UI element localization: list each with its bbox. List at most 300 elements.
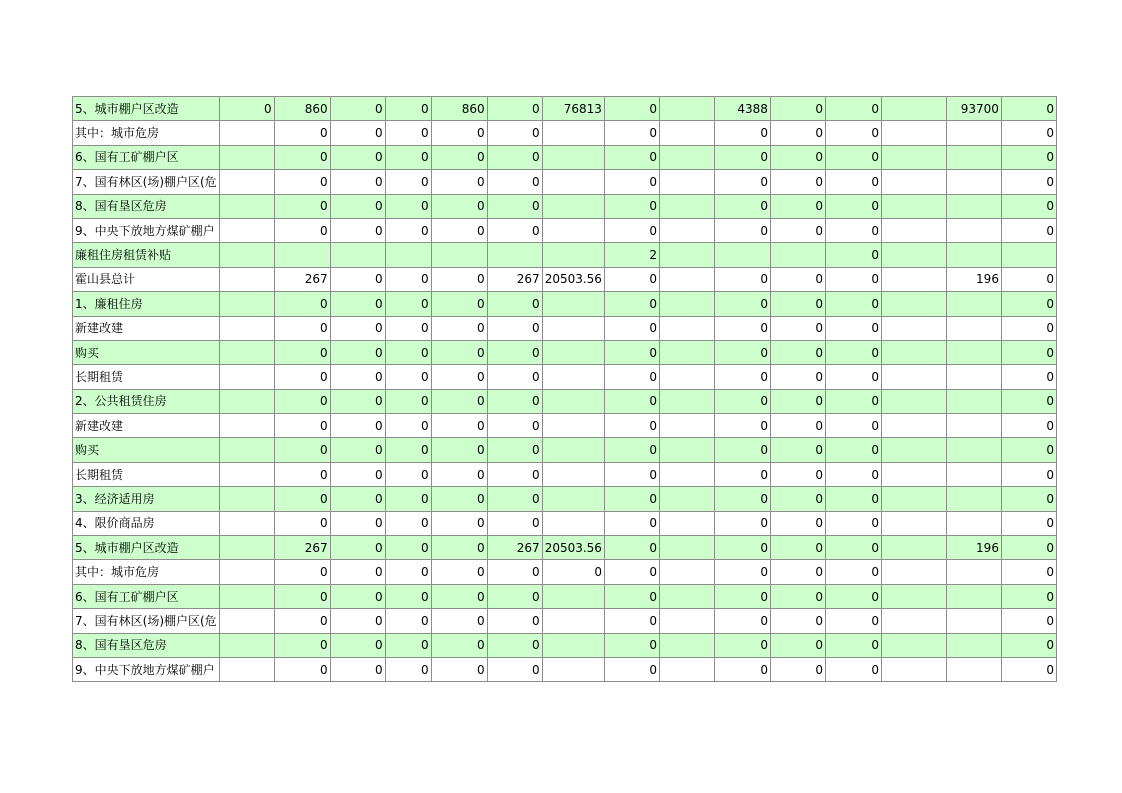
table-cell: 0 — [770, 194, 825, 218]
table-cell: 0 — [330, 536, 385, 560]
row-label: 其中：城市危房 — [73, 560, 220, 584]
table-row — [73, 170, 1057, 194]
table-row — [73, 194, 1057, 218]
table-cell — [881, 511, 946, 535]
table-cell — [659, 560, 714, 584]
table-row — [73, 145, 1057, 169]
table-cell: 0 — [385, 316, 431, 340]
table-cell: 0 — [487, 194, 542, 218]
table-cell: 0 — [487, 657, 542, 681]
row-label: 5、城市棚户区改造 — [73, 97, 220, 121]
table-cell: 0 — [1001, 584, 1056, 608]
table-cell — [219, 194, 274, 218]
table-cell: 0 — [274, 438, 330, 462]
table-cell: 0 — [330, 657, 385, 681]
table-cell: 0 — [330, 511, 385, 535]
table-cell: 0 — [274, 145, 330, 169]
table-cell: 0 — [385, 536, 431, 560]
table-cell — [542, 438, 604, 462]
table-cell: 0 — [385, 97, 431, 121]
table-cell — [659, 633, 714, 657]
table-cell: 0 — [714, 170, 770, 194]
table-cell: 0 — [770, 511, 825, 535]
row-label: 3、经济适用房 — [73, 487, 220, 511]
table-cell: 0 — [770, 487, 825, 511]
table-cell: 0 — [330, 145, 385, 169]
table-row — [73, 316, 1057, 340]
table-cell: 0 — [385, 145, 431, 169]
table-cell: 0 — [274, 414, 330, 438]
table-cell — [946, 243, 1001, 267]
table-cell — [946, 560, 1001, 584]
table-cell: 0 — [385, 267, 431, 291]
table-cell: 0 — [431, 267, 487, 291]
table-cell: 0 — [274, 609, 330, 633]
table-cell: 0 — [604, 560, 659, 584]
table-cell: 0 — [825, 243, 881, 267]
table-cell: 0 — [714, 609, 770, 633]
table-cell: 0 — [385, 218, 431, 242]
table-cell: 0 — [385, 170, 431, 194]
table-cell: 0 — [1001, 340, 1056, 364]
table-cell: 0 — [487, 633, 542, 657]
row-label: 长期租赁 — [73, 365, 220, 389]
table-cell: 0 — [604, 267, 659, 291]
table-cell — [219, 170, 274, 194]
table-cell: 0 — [431, 292, 487, 316]
table-cell — [659, 97, 714, 121]
table-cell — [542, 194, 604, 218]
table-cell — [542, 316, 604, 340]
table-cell: 0 — [714, 292, 770, 316]
table-cell: 0 — [219, 97, 274, 121]
table-row — [73, 609, 1057, 633]
table-cell: 0 — [604, 609, 659, 633]
table-cell: 93700 — [946, 97, 1001, 121]
table-cell: 0 — [770, 267, 825, 291]
row-label: 7、国有林区(场)棚户区(危 — [73, 170, 220, 194]
table-cell: 0 — [604, 414, 659, 438]
table-cell — [659, 292, 714, 316]
table-cell: 0 — [770, 414, 825, 438]
table-cell: 0 — [714, 218, 770, 242]
table-cell — [219, 438, 274, 462]
table-cell: 0 — [825, 609, 881, 633]
table-cell: 0 — [714, 511, 770, 535]
table-cell: 0 — [487, 145, 542, 169]
table-cell — [881, 633, 946, 657]
table-cell: 0 — [385, 121, 431, 145]
table-cell: 0 — [770, 292, 825, 316]
table-cell — [946, 633, 1001, 657]
table-cell — [542, 657, 604, 681]
table-cell — [219, 609, 274, 633]
table-cell — [330, 243, 385, 267]
table-cell — [946, 657, 1001, 681]
table-cell: 0 — [1001, 389, 1056, 413]
table-cell: 0 — [770, 316, 825, 340]
table-cell: 0 — [825, 657, 881, 681]
table-cell — [714, 243, 770, 267]
table-cell: 0 — [604, 389, 659, 413]
table-cell — [659, 584, 714, 608]
table-cell — [542, 462, 604, 486]
table-cell: 0 — [770, 462, 825, 486]
table-row — [73, 121, 1057, 145]
table-cell: 0 — [431, 609, 487, 633]
table-cell: 0 — [770, 121, 825, 145]
table-cell: 0 — [825, 462, 881, 486]
table-cell: 0 — [274, 633, 330, 657]
table-cell — [946, 511, 1001, 535]
table-cell: 0 — [825, 121, 881, 145]
table-cell — [881, 97, 946, 121]
table-cell: 0 — [385, 389, 431, 413]
table-cell — [881, 536, 946, 560]
table-cell — [219, 487, 274, 511]
table-cell — [219, 536, 274, 560]
table-cell: 0 — [1001, 536, 1056, 560]
table-cell — [946, 365, 1001, 389]
table-cell: 0 — [330, 389, 385, 413]
table-row — [73, 243, 1057, 267]
table-cell — [946, 340, 1001, 364]
table-cell: 0 — [604, 657, 659, 681]
table-cell — [659, 121, 714, 145]
table-cell — [881, 365, 946, 389]
table-cell — [219, 511, 274, 535]
table-cell: 0 — [274, 657, 330, 681]
table-cell — [881, 389, 946, 413]
table-cell — [219, 267, 274, 291]
table-cell — [219, 243, 274, 267]
table-cell: 0 — [487, 218, 542, 242]
table-cell: 0 — [825, 194, 881, 218]
table-cell: 0 — [770, 657, 825, 681]
table-cell: 0 — [825, 414, 881, 438]
row-label: 廉租住房租赁补贴 — [73, 243, 220, 267]
table-cell: 0 — [604, 365, 659, 389]
table-cell: 0 — [487, 121, 542, 145]
table-cell: 0 — [825, 340, 881, 364]
table-row — [73, 462, 1057, 486]
table-cell: 0 — [431, 218, 487, 242]
row-label: 长期租赁 — [73, 462, 220, 486]
table-cell: 0 — [330, 609, 385, 633]
table-cell: 0 — [274, 511, 330, 535]
table-cell — [1001, 243, 1056, 267]
table-cell: 0 — [487, 487, 542, 511]
table-cell — [946, 487, 1001, 511]
table-cell: 0 — [487, 584, 542, 608]
table-cell — [881, 170, 946, 194]
table-cell: 267 — [487, 536, 542, 560]
table-cell — [542, 584, 604, 608]
table-cell — [946, 121, 1001, 145]
table-cell: 0 — [714, 316, 770, 340]
table-cell: 0 — [431, 438, 487, 462]
row-label: 5、城市棚户区改造 — [73, 536, 220, 560]
table-cell — [946, 462, 1001, 486]
table-cell — [542, 121, 604, 145]
table-cell — [219, 657, 274, 681]
table-cell — [659, 145, 714, 169]
table-cell: 0 — [431, 584, 487, 608]
table-cell: 0 — [385, 657, 431, 681]
table-cell — [542, 340, 604, 364]
row-label: 购买 — [73, 340, 220, 364]
table-row — [73, 218, 1057, 242]
table-cell: 0 — [431, 365, 487, 389]
table-cell: 0 — [487, 438, 542, 462]
table-cell: 0 — [604, 511, 659, 535]
table-cell: 0 — [330, 633, 385, 657]
table-cell: 0 — [604, 194, 659, 218]
table-cell — [659, 414, 714, 438]
table-cell: 0 — [714, 340, 770, 364]
table-row — [73, 365, 1057, 389]
table-cell: 0 — [487, 609, 542, 633]
table-cell: 0 — [604, 97, 659, 121]
table-cell — [659, 511, 714, 535]
table-cell: 0 — [825, 267, 881, 291]
table-cell: 0 — [1001, 97, 1056, 121]
table-cell: 0 — [330, 438, 385, 462]
table-cell — [219, 340, 274, 364]
table-row — [73, 97, 1057, 121]
table-cell: 0 — [1001, 365, 1056, 389]
table-cell: 0 — [770, 145, 825, 169]
table-cell: 0 — [604, 536, 659, 560]
table-cell — [542, 218, 604, 242]
table-cell — [659, 487, 714, 511]
table-cell: 0 — [770, 389, 825, 413]
table-cell — [219, 462, 274, 486]
table-cell: 0 — [604, 462, 659, 486]
table-cell: 860 — [274, 97, 330, 121]
table-cell — [487, 243, 542, 267]
table-cell: 0 — [770, 438, 825, 462]
table-cell — [542, 487, 604, 511]
table-cell — [881, 121, 946, 145]
table-cell: 0 — [274, 365, 330, 389]
table-cell — [659, 267, 714, 291]
table-cell: 0 — [274, 389, 330, 413]
table-cell — [542, 609, 604, 633]
table-cell — [946, 218, 1001, 242]
table-cell — [542, 292, 604, 316]
table-cell: 0 — [274, 316, 330, 340]
table-cell: 267 — [274, 536, 330, 560]
table-cell — [881, 438, 946, 462]
table-cell: 0 — [604, 121, 659, 145]
table-cell: 0 — [604, 584, 659, 608]
table-cell: 0 — [825, 536, 881, 560]
table-cell: 196 — [946, 536, 1001, 560]
table-cell: 0 — [385, 560, 431, 584]
table-cell: 0 — [487, 292, 542, 316]
table-cell: 0 — [825, 97, 881, 121]
table-row — [73, 292, 1057, 316]
table-cell — [659, 657, 714, 681]
table-cell: 0 — [274, 218, 330, 242]
table-cell — [659, 462, 714, 486]
table-cell — [946, 316, 1001, 340]
table-cell: 0 — [825, 584, 881, 608]
table-cell: 0 — [431, 536, 487, 560]
table-cell: 0 — [714, 657, 770, 681]
table-cell: 0 — [431, 633, 487, 657]
table-cell: 0 — [714, 536, 770, 560]
table-cell: 0 — [1001, 560, 1056, 584]
table-cell: 0 — [1001, 633, 1056, 657]
table-cell: 0 — [431, 487, 487, 511]
table-cell — [881, 414, 946, 438]
table-cell — [881, 584, 946, 608]
table-cell: 0 — [714, 462, 770, 486]
table-cell — [659, 536, 714, 560]
table-cell: 0 — [604, 633, 659, 657]
table-cell: 0 — [714, 633, 770, 657]
table-cell: 20503.56 — [542, 536, 604, 560]
table-cell: 0 — [385, 511, 431, 535]
table-cell: 0 — [714, 267, 770, 291]
table-cell: 0 — [770, 536, 825, 560]
table-cell: 0 — [604, 170, 659, 194]
row-label: 7、国有林区(场)棚户区(危 — [73, 609, 220, 633]
table-cell: 0 — [274, 121, 330, 145]
table-cell: 0 — [385, 340, 431, 364]
table-cell — [881, 609, 946, 633]
row-label: 6、国有工矿棚户区 — [73, 584, 220, 608]
table-cell: 0 — [385, 194, 431, 218]
table-cell — [219, 389, 274, 413]
table-cell: 0 — [431, 170, 487, 194]
table-cell: 0 — [714, 365, 770, 389]
table-cell — [542, 389, 604, 413]
table-cell: 267 — [487, 267, 542, 291]
table-cell: 0 — [431, 511, 487, 535]
table-cell — [946, 414, 1001, 438]
table-cell: 0 — [274, 584, 330, 608]
table-cell — [219, 292, 274, 316]
table-cell: 0 — [714, 487, 770, 511]
table-cell: 0 — [330, 487, 385, 511]
table-cell: 0 — [770, 365, 825, 389]
table-cell: 0 — [487, 511, 542, 535]
table-cell: 0 — [1001, 609, 1056, 633]
row-label: 1、廉租住房 — [73, 292, 220, 316]
row-label: 4、限价商品房 — [73, 511, 220, 535]
table-cell: 0 — [487, 170, 542, 194]
table-cell — [219, 121, 274, 145]
table-cell: 0 — [330, 170, 385, 194]
table-cell: 0 — [714, 145, 770, 169]
table-cell: 0 — [770, 97, 825, 121]
table-cell: 0 — [1001, 292, 1056, 316]
table-cell: 0 — [825, 292, 881, 316]
table-cell: 0 — [825, 389, 881, 413]
table-cell: 0 — [431, 340, 487, 364]
table-cell: 0 — [1001, 511, 1056, 535]
table-cell: 0 — [274, 170, 330, 194]
table-cell — [881, 462, 946, 486]
table-cell: 0 — [431, 121, 487, 145]
table-cell: 0 — [330, 316, 385, 340]
table-cell — [881, 560, 946, 584]
table-row — [73, 560, 1057, 584]
row-label: 购买 — [73, 438, 220, 462]
table-cell — [946, 170, 1001, 194]
table-cell: 0 — [604, 145, 659, 169]
table-cell: 0 — [1001, 414, 1056, 438]
table-cell: 0 — [770, 218, 825, 242]
table-cell: 0 — [487, 560, 542, 584]
table-cell — [659, 194, 714, 218]
table-cell: 0 — [330, 414, 385, 438]
table-cell — [219, 218, 274, 242]
table-row — [73, 584, 1057, 608]
table-cell — [219, 560, 274, 584]
table-cell — [881, 340, 946, 364]
row-label: 8、国有垦区危房 — [73, 194, 220, 218]
table-cell: 0 — [431, 414, 487, 438]
table-cell — [542, 170, 604, 194]
table-cell: 0 — [604, 292, 659, 316]
table-row — [73, 438, 1057, 462]
table-cell: 0 — [770, 609, 825, 633]
table-cell — [659, 438, 714, 462]
table-cell — [659, 365, 714, 389]
table-cell: 0 — [604, 218, 659, 242]
table-cell: 0 — [714, 584, 770, 608]
table-cell: 0 — [431, 560, 487, 584]
table-cell: 0 — [385, 438, 431, 462]
table-cell — [946, 609, 1001, 633]
row-label: 8、国有垦区危房 — [73, 633, 220, 657]
table-cell: 0 — [431, 657, 487, 681]
table-cell: 0 — [487, 389, 542, 413]
table-cell — [542, 414, 604, 438]
table-cell: 0 — [330, 121, 385, 145]
table-cell: 0 — [604, 316, 659, 340]
table-cell: 0 — [274, 487, 330, 511]
table-cell: 76813 — [542, 97, 604, 121]
table-cell: 0 — [431, 462, 487, 486]
row-label: 2、公共租赁住房 — [73, 389, 220, 413]
table-cell — [946, 292, 1001, 316]
table-cell: 0 — [274, 194, 330, 218]
table-cell — [274, 243, 330, 267]
table-cell: 0 — [825, 560, 881, 584]
table-cell: 0 — [431, 316, 487, 340]
table-cell — [881, 487, 946, 511]
table-cell: 0 — [487, 340, 542, 364]
row-label: 6、国有工矿棚户区 — [73, 145, 220, 169]
table-cell — [219, 316, 274, 340]
table-cell: 0 — [770, 560, 825, 584]
table-row — [73, 536, 1057, 560]
table-cell: 0 — [1001, 267, 1056, 291]
table-cell: 0 — [1001, 316, 1056, 340]
table-cell — [881, 292, 946, 316]
table-cell — [659, 170, 714, 194]
table-cell: 0 — [487, 316, 542, 340]
row-label: 霍山县总计 — [73, 267, 220, 291]
table-cell: 0 — [1001, 487, 1056, 511]
table-cell: 0 — [1001, 145, 1056, 169]
row-label: 新建改建 — [73, 414, 220, 438]
